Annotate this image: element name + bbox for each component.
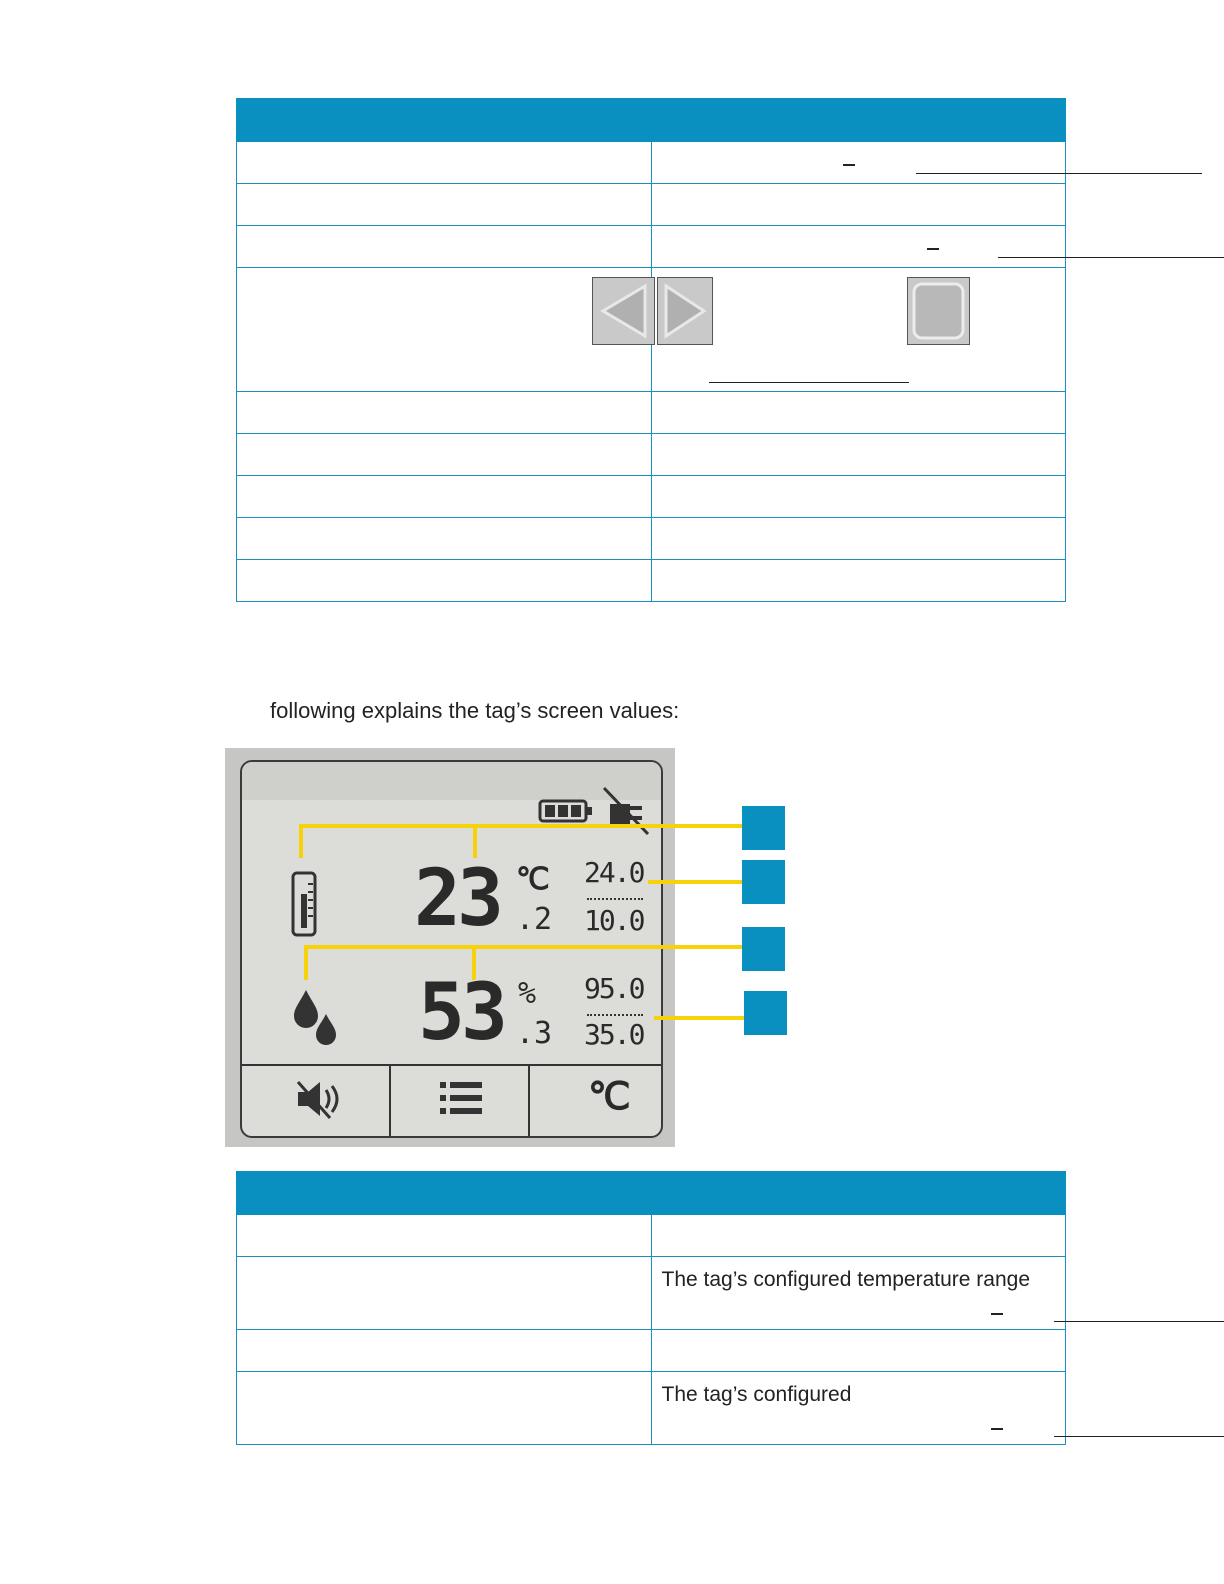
- screen-table-row-4: [651, 1372, 1066, 1445]
- link-underline[interactable]: [1054, 1436, 1224, 1437]
- temperature-range-text: The tag’s configured temperature range: [661, 1268, 1031, 1291]
- screen-table-row-3: [651, 1330, 1066, 1372]
- humidity-upper-limit: 95.0: [584, 972, 644, 1005]
- link-underline[interactable]: [1054, 1321, 1224, 1322]
- humidity-range-text: The tag’s configured: [661, 1383, 852, 1406]
- screen-table-row-1: [651, 1215, 1066, 1257]
- callout-line-1: [301, 826, 742, 858]
- callout-box-4: [744, 991, 787, 1035]
- temperature-upper-limit: 24.0: [584, 856, 644, 889]
- screen-table-row-2: [651, 1257, 1066, 1330]
- humidity-lower-limit: 35.0: [584, 1018, 644, 1051]
- temperature-decimal: .2: [516, 902, 553, 937]
- callout-box-1: [742, 806, 785, 850]
- temperature-lower-limit: 10.0: [584, 904, 644, 937]
- celsius-icon[interactable]: ℃: [588, 1074, 631, 1118]
- temperature-integer: 23: [414, 854, 500, 944]
- dash-mark: [991, 1428, 1003, 1430]
- temperature-unit: ℃: [516, 862, 550, 897]
- callout-box-2: [742, 860, 785, 904]
- screen-values-table: [236, 1171, 1066, 1445]
- intro-text: following explains the tag’s screen values:: [270, 698, 680, 723]
- screen-table-header-num: [237, 1172, 652, 1215]
- callout-box-3: [742, 927, 785, 971]
- callout-line-3: [306, 947, 742, 980]
- humidity-decimal: .3: [516, 1016, 553, 1051]
- humidity-unit: %: [518, 976, 537, 1011]
- dash-mark: [991, 1313, 1003, 1315]
- humidity-integer: 53: [418, 968, 504, 1058]
- screen-table-header-desc: [651, 1172, 1066, 1215]
